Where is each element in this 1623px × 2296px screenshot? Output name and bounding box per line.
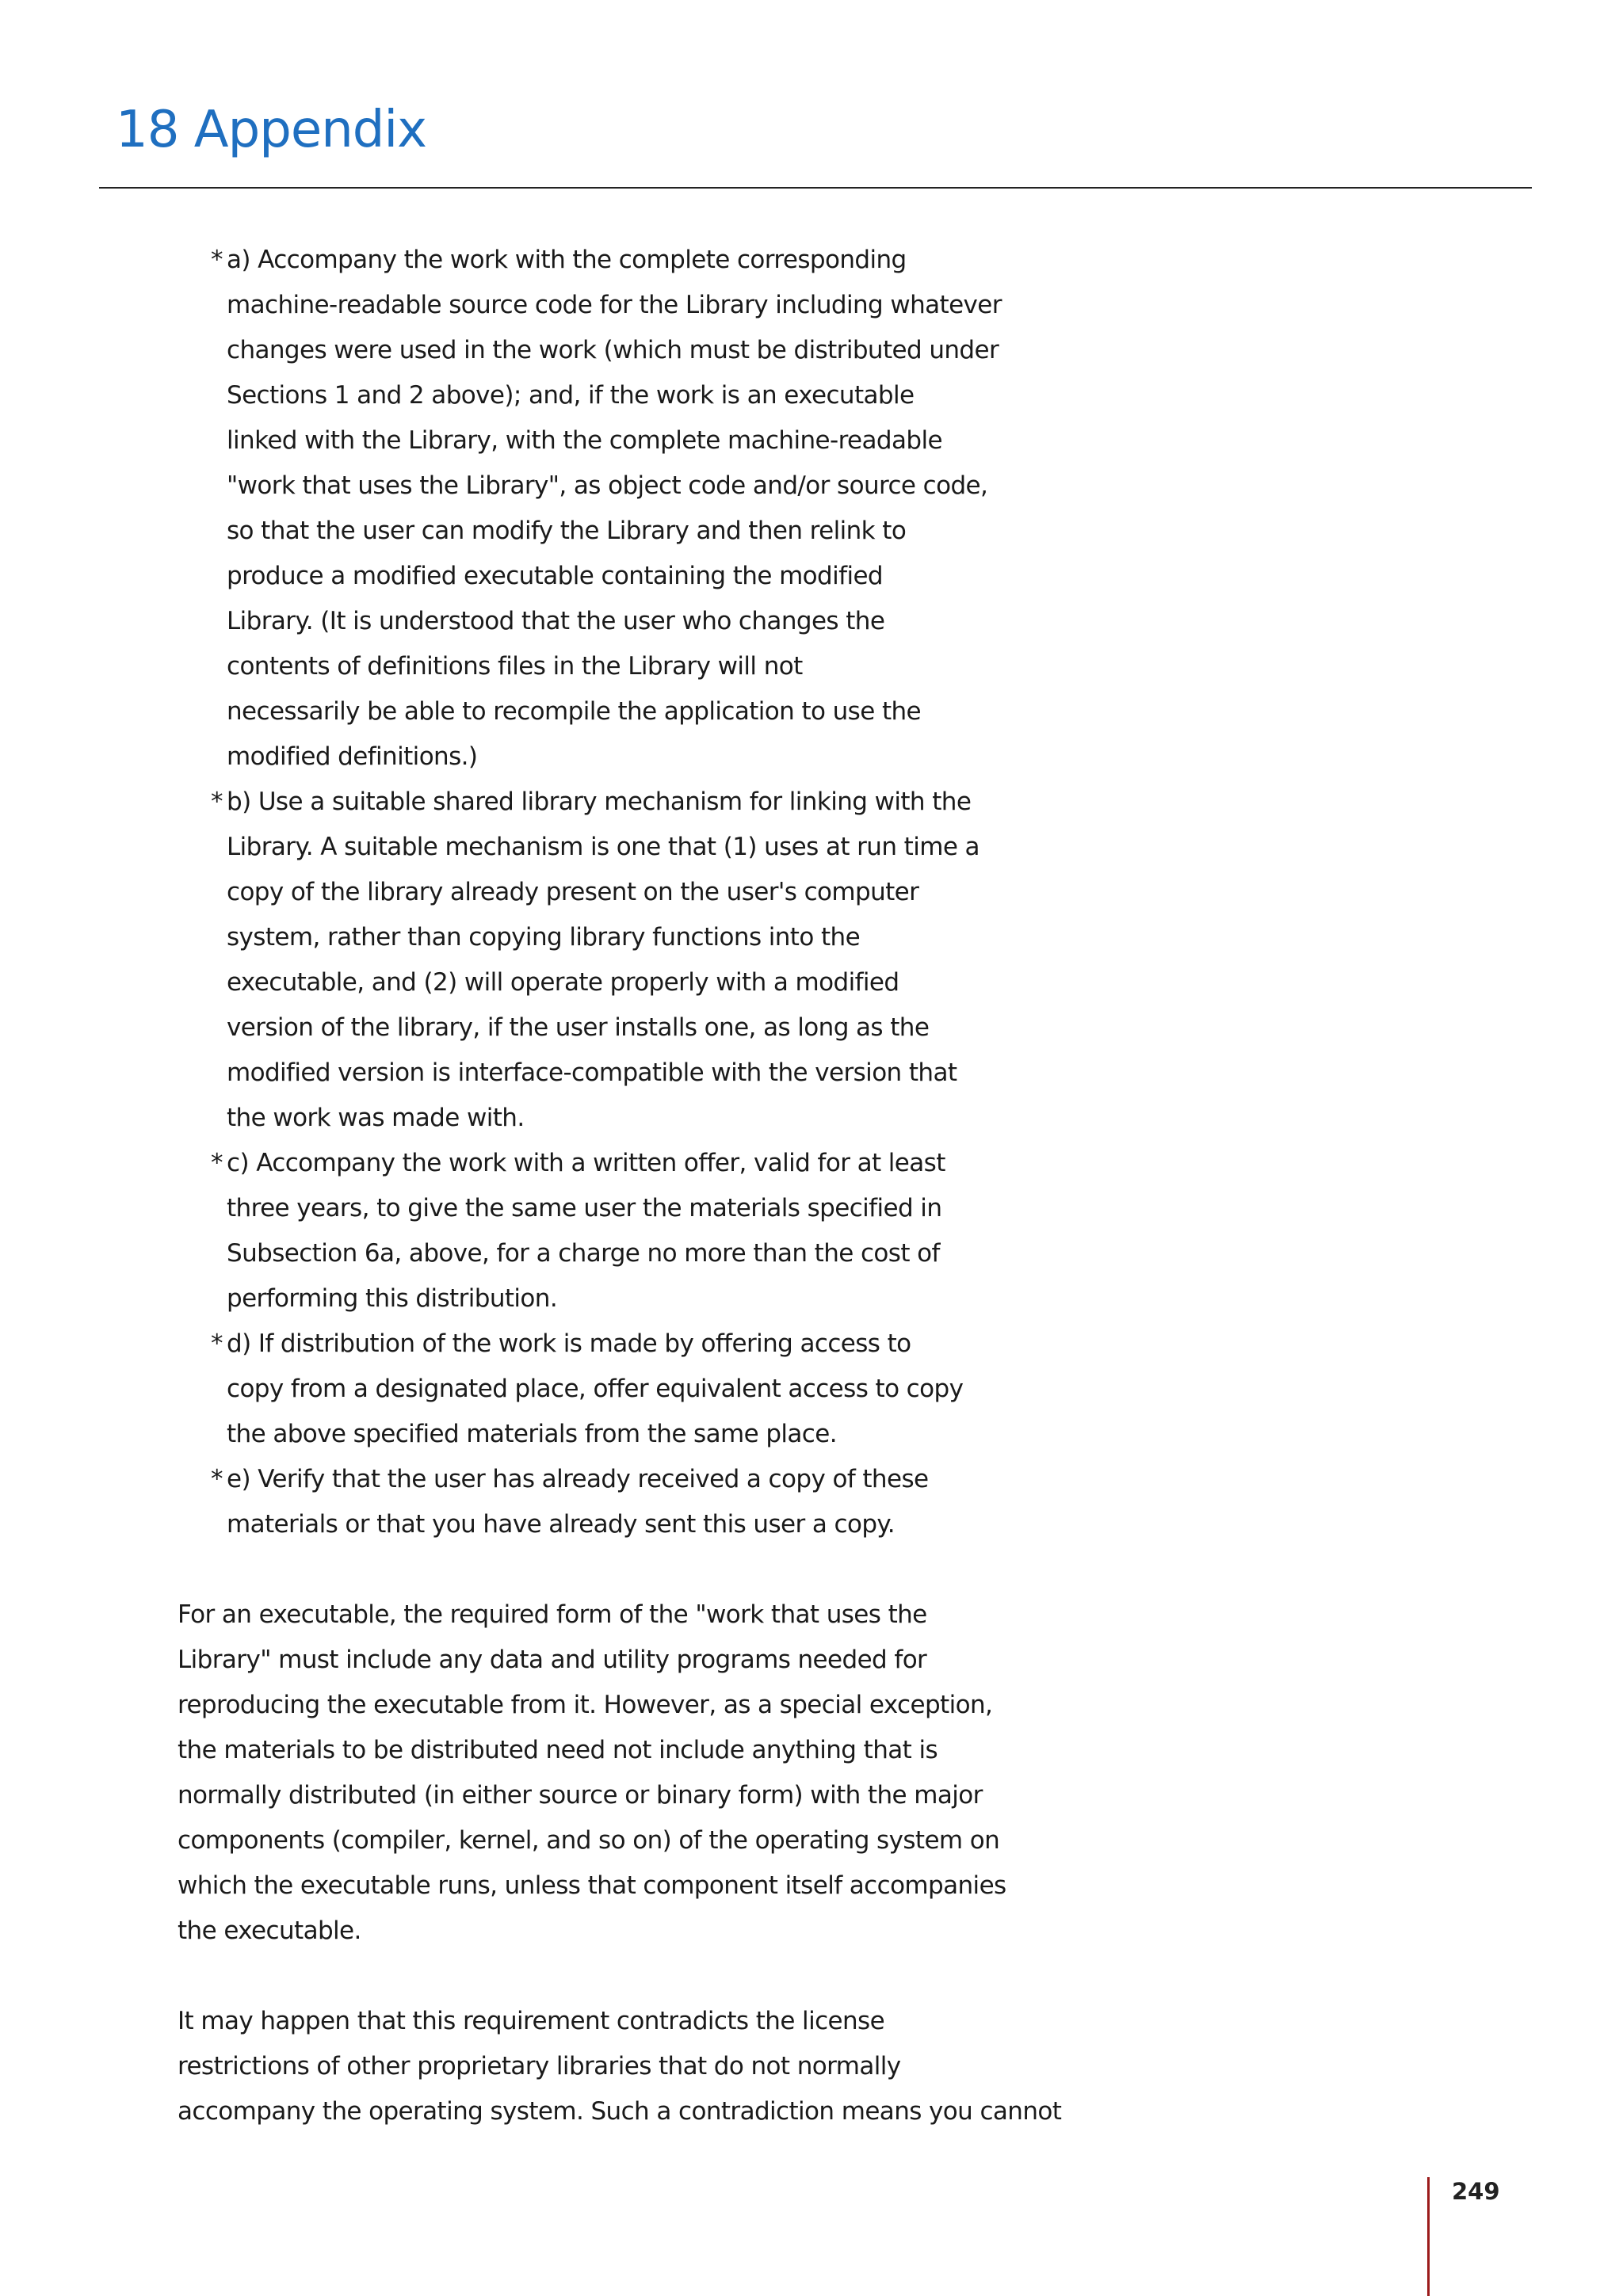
page-title: 18 Appendix (116, 101, 427, 159)
title-divider (99, 187, 1532, 189)
bullet-text: e) Verify that the user has already received a copy of these materials or that you have already sent this user a copy. (227, 1465, 929, 1539)
bullet-text: b) Use a suitable shared library mechanism for linking with the Library. A suitable mechanism is one that (1) uses at run time a copy of the library already present on the user's computer system, rather than copying library functions into the executable, and (2) will operate properly with a modified version of the library, if the user installs one, as long as the modified version is interface-compatible with the version that the work was made with. (227, 788, 980, 1132)
page-number: 249 (1452, 2178, 1500, 2205)
bullet-text: d) If distribution of the work is made by offering access to copy from a designated place, offer equivalent access to copy the above specified materials from the same place. (227, 1329, 964, 1448)
paragraph-spacer (0, 1547, 1623, 1592)
list-item (0, 1141, 1019, 1322)
bullet-text: a) Accompany the work with the complete corresponding machine-readable source code for the Library including whatever changes were used in the work (which must be distributed under Sections 1 and 2 above); and, if the work is an executable linked with the Library, with the complete machine-readable "work that uses the Library", as object code and/or source code, so that the user can modify the Library and then relink to produce a modified executable containing the modified Library. (It is understood that the user who changes the contents of definitions files in the Library will not necessarily be able to recompile the application to use the modified definitions.) (227, 246, 1002, 771)
bullet-marker: * (211, 788, 223, 816)
bullet-marker: * (211, 1149, 223, 1177)
list-item (0, 1457, 1019, 1547)
bullet-marker: * (211, 1465, 223, 1493)
bullet-list (0, 238, 1623, 1547)
bullet-text: c) Accompany the work with a written offer, valid for at least three years, to give the same user the materials specified in Subsection 6a, above, for a charge no more than the cost of performing this distribution. (227, 1149, 945, 1313)
footer-divider (1427, 2177, 1430, 2296)
body-paragraph: It may happen that this requirement contradicts the license restrictions of other proprietary libraries that do not normally accompany the operating system. Such a contradiction means you cannot (178, 2007, 1062, 2126)
body-paragraph: For an executable, the required form of the "work that uses the Library" must include any data and utility programs needed for reproducing the executable from it. However, as a special exception, the materials to be distributed need not include anything that is normally distributed (in either source or binary form) with the major components (compiler, kernel, and so on) of the operating system on which the executable runs, unless that component itself accompanies the executable. (178, 1600, 1006, 1945)
list-item (0, 1322, 1019, 1457)
paragraph-spacer (0, 1954, 1623, 1999)
list-item (0, 238, 1019, 780)
document-body (0, 238, 1623, 2134)
bullet-marker: * (211, 1329, 223, 1358)
list-item (0, 780, 1019, 1141)
bullet-marker: * (211, 246, 223, 274)
